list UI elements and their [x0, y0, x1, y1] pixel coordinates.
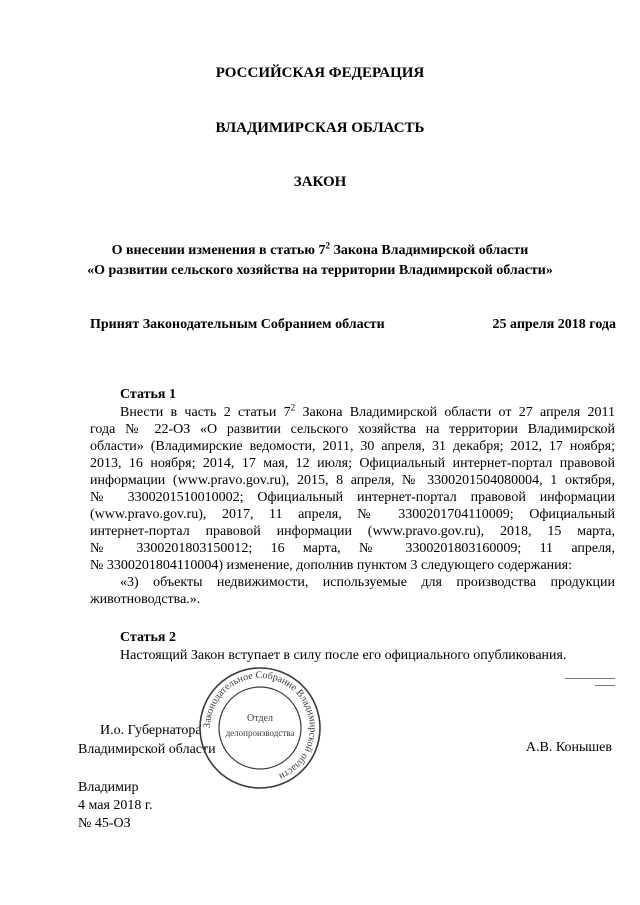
article1-line1: Внести в часть 2 статьи $7^2$ Закона Владимирской области от 27 апреля 2011 [120, 402, 615, 420]
article1-line: интернет-портал правовой информации (www.pravo.gov.ru), 2018, 15 марта, [90, 524, 615, 539]
official-stamp [198, 666, 322, 790]
adopted-date: 25 апреля 2018 года [492, 317, 616, 332]
scan-mark [565, 678, 615, 679]
article1-line: информации (www.pravo.gov.ru), 2015, 8 апреля, № 3300201504080004, 1 октября, [90, 473, 615, 488]
article1-line: № 3300201803150012; 16 марта, № 3300201803160009; 11 апреля, [90, 541, 615, 556]
header-doc-type: ЗАКОН [293, 174, 347, 190]
article1-quote-line2: животноводства.». [90, 592, 201, 607]
stamp-center-line2: делопроизводства [225, 728, 295, 738]
article1-last-line: № 3300201804110004) изменение, дополнив пунктом 3 следующего содержания: [90, 558, 572, 573]
article2-heading: Статья 2 [120, 630, 176, 645]
article1-quote-line1: «3) объекты недвижимости, используемые для производства продукции [120, 575, 615, 590]
article2-text: Настоящий Закон вступает в силу после его официального опубликования. [120, 648, 567, 663]
article1-heading: Статья 1 [120, 387, 176, 402]
footer-date: 4 мая 2018 г. [78, 798, 153, 813]
stamp-ring-text: Законодательное Собрание Владимирской области [201, 669, 319, 782]
article1-line: № 3300201510010002; Официальный интернет-портал правовой информации [90, 490, 615, 505]
signer-position-line1: И.о. Губернатора [100, 723, 202, 738]
article1-line: области» (Владимирские ведомости, 2011, 30 апреля, 31 декабря; 2012, 17 ноября; [90, 439, 615, 454]
adopted-by: Принят Законодательным Собранием области [90, 317, 385, 332]
law-title-line1: О внесении изменения в статью $7^2$ Закона Владимирской области [111, 240, 529, 258]
article1-line: 2013, 16 ноября; 2014, 17 мая, 12 июля; Официальный интернет-портал правовой [90, 456, 615, 471]
signer-position-line2: Владимирской области [78, 742, 216, 757]
header-country: РОССИЙСКАЯ ФЕДЕРАЦИЯ [215, 65, 425, 81]
scan-mark [595, 685, 615, 686]
article1-line: года № 22-ОЗ «О развитии сельского хозяйства на территории Владимирской [90, 422, 615, 437]
header-region: ВЛАДИМИРСКАЯ ОБЛАСТЬ [215, 120, 425, 136]
law-title-line2: «О развитии сельского хозяйства на территории Владимирской области» [87, 263, 553, 278]
stamp-center-line1: Отдел [247, 713, 273, 724]
article1-line: (www.pravo.gov.ru), 2017, 11 апреля, № 3300201704110009; Официальный [90, 507, 615, 522]
signer-name: А.В. Конышев [525, 740, 612, 755]
footer-number: № 45-ОЗ [78, 816, 131, 831]
footer-city: Владимир [78, 780, 139, 795]
